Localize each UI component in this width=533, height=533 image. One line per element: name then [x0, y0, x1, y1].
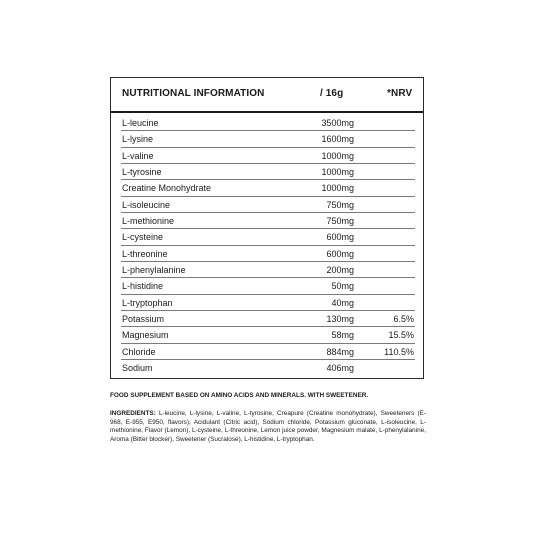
nutrient-amount: 750mg [326, 199, 354, 210]
header-nrv: *NRV [387, 88, 413, 99]
nutrient-amount: 600mg [326, 248, 354, 259]
nutrient-amount: 1600mg [321, 134, 354, 145]
table-header [111, 78, 423, 113]
nutrient-nrv: 15.5% [388, 330, 414, 341]
nutrition-table [110, 77, 424, 379]
nutrient-name: Magnesium [122, 330, 169, 341]
table-row [121, 131, 415, 147]
nutrient-name: L-tryptophan [122, 297, 173, 308]
nutrient-nrv: 110.5% [384, 346, 414, 357]
nutrient-name: L-leucine [122, 118, 159, 128]
table-row [121, 229, 415, 245]
nutrient-amount: 1000mg [321, 183, 354, 194]
table-row [121, 327, 415, 343]
nutrient-name: L-histidine [122, 281, 164, 292]
nutrient-amount: 3500mg [321, 118, 354, 128]
table-row [121, 148, 415, 164]
product-description: FOOD SUPPLEMENT BASED ON AMINO ACIDS AND MINERALS. WITH SWEETENER. [110, 392, 369, 399]
table-row [121, 180, 415, 196]
nutrient-amount: 750mg [326, 215, 354, 226]
nutrient-name: Sodium [122, 362, 153, 373]
nutrient-name: Chloride [122, 346, 156, 357]
nutrient-nrv: 6.5% [393, 313, 414, 324]
table-row [121, 360, 415, 376]
nutrient-amount: 58mg [331, 330, 354, 341]
ingredients-list: L-leucine, L-lysine, L-valine, L-tyrosine, Creapure (Creatine monohydrate), Sweeteners (E-968, E-955, E950, flavors), Acidulant (Citric acid), Sodium chloride, Potassium gluconate, L-isoleucine, L-methionine, Flavor (Lemon), L-cysteine, L-threonine, Lemon juice powder, Magnesium malate, L-phenylalanine, Aroma (Bitter blocker), Sweetener (Sucralose), L-histidine, L-tryptophan. [110, 410, 426, 443]
header-serving: / 16g [320, 88, 344, 99]
nutrient-name: L-threonine [122, 248, 168, 259]
table-row [121, 295, 415, 311]
table-row [121, 213, 415, 229]
table-row [121, 164, 415, 180]
nutrient-amount: 200mg [326, 264, 354, 275]
nutrient-name: L-phenylalanine [122, 264, 186, 275]
nutrient-amount: 406mg [326, 362, 354, 373]
nutrient-name: Creatine Monohydrate [122, 183, 212, 194]
ingredients-label: INGREDIENTS: [110, 410, 156, 417]
nutrient-amount: 130mg [326, 313, 354, 324]
nutrient-amount: 1000mg [321, 150, 354, 161]
nutrient-amount: 884mg [326, 346, 354, 357]
table-row [121, 311, 415, 327]
ingredients-text [110, 410, 426, 444]
table-row [121, 246, 415, 262]
nutrient-amount: 50mg [331, 281, 354, 292]
nutrient-name: L-cysteine [122, 232, 164, 243]
nutrient-name: L-tyrosine [122, 166, 162, 177]
nutrient-name: L-methionine [122, 215, 175, 226]
nutrient-name: L-isoleucine [122, 199, 171, 210]
table-row [121, 278, 415, 294]
table-row [121, 262, 415, 278]
nutrient-name: L-lysine [122, 134, 154, 145]
nutrient-amount: 40mg [331, 297, 354, 308]
header-nutrient: NUTRITIONAL INFORMATION [122, 88, 265, 99]
table-row [121, 115, 415, 131]
nutrient-name: L-valine [122, 150, 154, 161]
nutrient-amount: 1000mg [321, 166, 354, 177]
table-row [121, 197, 415, 213]
table-row [121, 344, 415, 360]
nutrient-amount: 600mg [326, 232, 354, 243]
table-body [121, 115, 415, 376]
nutrient-name: Potassium [122, 313, 165, 324]
